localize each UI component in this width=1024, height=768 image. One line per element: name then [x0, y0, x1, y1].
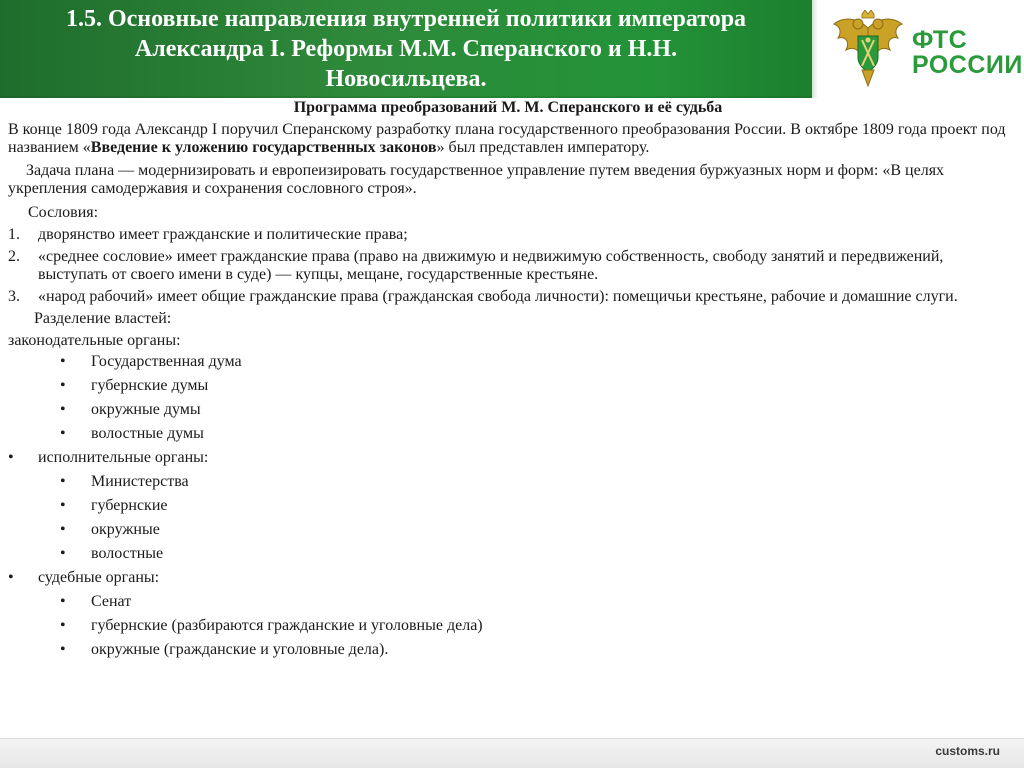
slide-title-line: Новосильцева. — [325, 66, 487, 92]
logo-text-line: РОССИИ — [912, 51, 1023, 79]
project-name: Введение к уложению государственных законов — [90, 139, 437, 156]
judicial-label-text: судебные органы: — [38, 569, 160, 586]
list-item-text: волостные — [91, 545, 164, 562]
list-item-text: дворянство имеет гражданские и политические права; — [38, 226, 408, 243]
list-item — [8, 374, 1008, 398]
list-item-text: губернские думы — [91, 377, 209, 394]
header-divider — [812, 0, 818, 98]
list-item — [8, 226, 1008, 244]
bullet-icon: • — [60, 641, 66, 658]
bullet-icon: • — [8, 449, 14, 466]
list-item-text: окружные (гражданские и уголовные дела). — [91, 641, 389, 658]
intro-text-end: » был представлен императору. — [436, 139, 650, 156]
bullet-icon: • — [8, 569, 14, 586]
intro-paragraph — [8, 121, 1008, 157]
list-item-text: окружные — [91, 521, 160, 538]
list-item — [8, 350, 1008, 374]
list-item — [8, 398, 1008, 422]
slide-title-line: Александра I. Реформы М.М. Сперанского и Н.Н. — [134, 36, 678, 62]
estates-list — [8, 226, 1008, 306]
list-item — [8, 638, 1008, 662]
double-headed-eagle-emblem-icon — [830, 10, 906, 90]
judicial-label — [8, 566, 1008, 590]
list-item-text: Министерства — [91, 473, 189, 490]
bullet-icon: • — [60, 497, 66, 514]
footer-bar — [0, 738, 1024, 768]
intro-text-start: В конце 1809 года Александр I поручил Сперанскому разработку плана государственного преобразования России. В октябре 1809 года проект под названием « — [8, 121, 1006, 156]
list-item-text: «народ рабочий» имеет общие гражданские права (гражданская свобода личности): помещичьи крестьяне, рабочие и домашние слуги. — [38, 288, 958, 305]
list-item — [8, 494, 1008, 518]
legislative-list — [8, 350, 1008, 446]
list-item-text: «среднее сословие» имеет гражданские права (право на движимую и недвижимую собственность, свободу занятий и передвижений, выступать от своего имени в суде) — купцы, мещане, государственные крестьяне. — [38, 248, 944, 283]
list-item — [8, 248, 1008, 284]
list-item — [8, 614, 1008, 638]
powers-label: Разделение властей: — [34, 310, 172, 327]
plan-task-paragraph: Задача плана — модернизировать и европеизировать государственное управление путем введения буржуазных норм и форм: «В целях укрепления самодержавия и сохранения сословного строя». — [8, 162, 945, 197]
bullet-icon: • — [60, 593, 66, 610]
judicial-list — [8, 590, 1008, 662]
list-number: 2. — [8, 248, 20, 265]
list-item-text: Государственная дума — [91, 353, 242, 370]
list-item-text: Сенат — [91, 593, 132, 610]
bullet-icon: • — [60, 545, 66, 562]
bullet-icon: • — [60, 473, 66, 490]
fts-logo — [826, 6, 1023, 92]
list-item — [8, 518, 1008, 542]
slide-title — [0, 4, 812, 94]
list-item-text: волостные думы — [91, 425, 204, 442]
list-item — [8, 470, 1008, 494]
executive-label — [8, 446, 1008, 470]
bullet-icon: • — [60, 425, 66, 442]
list-item — [8, 590, 1008, 614]
executive-list — [8, 470, 1008, 566]
logo-text — [912, 28, 1023, 78]
bullet-icon: • — [60, 401, 66, 418]
list-item-text: окружные думы — [91, 401, 201, 418]
list-number: 1. — [8, 226, 20, 243]
logo-text-line: ФТС — [912, 26, 968, 54]
list-item-text: губернские (разбираются гражданские и уголовные дела) — [91, 617, 483, 634]
list-item-text: губернские — [91, 497, 168, 514]
legislative-label: законодательные органы: — [8, 332, 181, 349]
slide-title-line: 1.5. Основные направления внутренней политики императора — [65, 6, 747, 32]
estates-label: Сословия: — [28, 204, 99, 221]
list-item — [8, 542, 1008, 566]
bullet-icon: • — [60, 521, 66, 538]
list-item — [8, 288, 1008, 306]
list-number: 3. — [8, 288, 20, 305]
list-item — [8, 422, 1008, 446]
bullet-icon: • — [60, 353, 66, 370]
section-subtitle: Программа преобразований М. М. Сперанского и её судьба — [293, 99, 723, 116]
bullet-icon: • — [60, 377, 66, 394]
bullet-icon: • — [60, 617, 66, 634]
footer-site-link[interactable]: customs.ru — [935, 744, 1000, 758]
executive-label-text: исполнительные органы: — [38, 449, 209, 466]
slide-body — [8, 98, 1008, 662]
